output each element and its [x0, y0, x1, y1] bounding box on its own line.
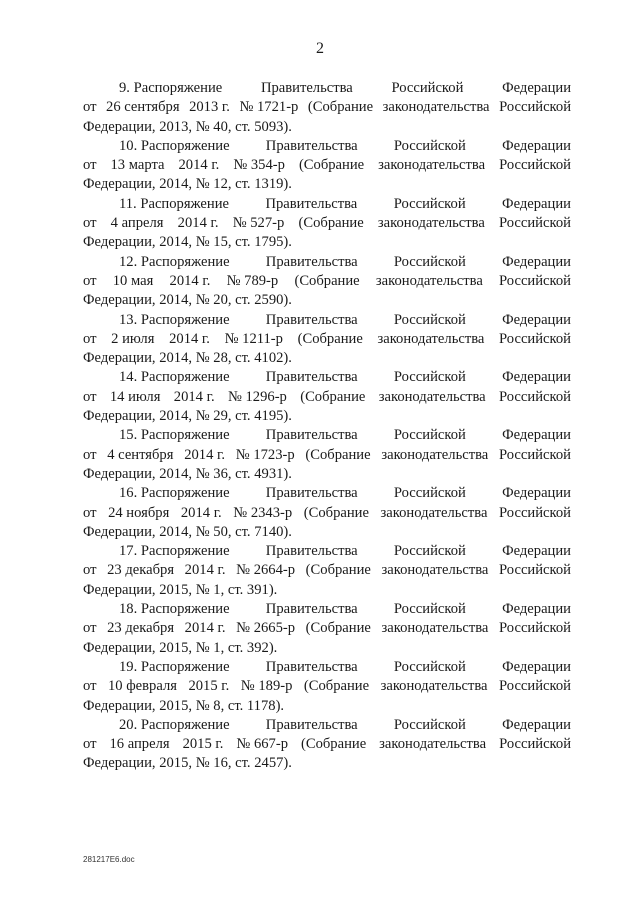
word: № 1211-р	[224, 330, 283, 347]
item-first-line	[83, 195, 571, 214]
list-item	[83, 716, 571, 774]
word: Российской	[393, 311, 466, 328]
word: Федерации	[502, 80, 571, 96]
word: законодательства	[379, 736, 487, 753]
word: № 1721-р	[239, 99, 299, 116]
word: 16. Распоряжение	[119, 485, 230, 502]
word: № 527-р	[232, 215, 285, 232]
word: 24 ноября	[108, 504, 170, 521]
word: Правительства	[265, 658, 358, 675]
word: 2015 г.	[182, 736, 224, 753]
word: Правительства	[265, 311, 358, 328]
word: (Собрание	[297, 330, 363, 347]
word: Федерации	[502, 195, 571, 212]
word: Правительства	[265, 427, 358, 444]
word: от	[83, 99, 97, 116]
item-first-line	[83, 542, 571, 561]
word: от	[83, 620, 97, 637]
item-third-line: Федерации, 2014, № 50, ст. 7140).	[83, 523, 292, 540]
item-second-line	[83, 214, 571, 233]
word: законодательства	[380, 504, 488, 521]
word: от	[83, 272, 97, 289]
item-first-line	[83, 368, 571, 387]
word: Правительства	[265, 253, 358, 270]
word: Российской	[393, 543, 466, 560]
word: 2014 г.	[173, 388, 215, 405]
item-first-line	[83, 426, 571, 445]
word: 2014 г.	[169, 330, 210, 347]
item-second-line	[83, 388, 571, 407]
item-first-line	[83, 137, 571, 156]
word: 13 марта	[110, 157, 165, 174]
word: 11. Распоряжение	[119, 195, 230, 212]
word: законодательства	[378, 388, 486, 405]
word: от	[83, 215, 97, 232]
item-second-line	[83, 330, 571, 349]
word: 2013 г.	[189, 99, 230, 116]
item-first-line	[83, 658, 571, 677]
word: Российской	[393, 716, 466, 733]
item-third-line: Федерации, 2015, № 8, ст. 1178).	[83, 697, 285, 714]
word: законодательства	[382, 99, 490, 116]
word: Российской	[393, 253, 466, 270]
word: 4 сентября	[107, 446, 174, 463]
document-list	[83, 79, 571, 774]
item-third-line: Федерации, 2013, № 40, ст. 5093).	[83, 118, 292, 135]
word: Федерации	[502, 311, 571, 328]
item-third-line: Федерации, 2015, № 16, ст. 2457).	[83, 755, 292, 772]
word: Правительства	[265, 195, 358, 212]
word: Правительства	[265, 369, 358, 386]
word: 2 июля	[111, 330, 155, 347]
word: от	[83, 446, 97, 463]
word: законодательства	[375, 272, 483, 289]
item-second-line	[83, 98, 571, 117]
word: Российской	[393, 427, 466, 444]
word: от	[83, 736, 97, 753]
item-second-line	[83, 504, 571, 523]
word: 14 июля	[109, 388, 161, 405]
word: 2014 г.	[177, 215, 219, 232]
word: 13. Распоряжение	[119, 311, 230, 328]
word: Российской	[499, 388, 571, 405]
item-third-line: Федерации, 2014, № 20, ст. 2590).	[83, 292, 292, 309]
word: 9. Распоряжение	[119, 80, 223, 96]
word: Российской	[499, 157, 571, 174]
word: Российской	[393, 658, 466, 675]
word: 23 декабря	[107, 562, 175, 579]
item-second-line	[83, 272, 571, 291]
list-item	[83, 426, 571, 484]
word: 4 апреля	[110, 215, 164, 232]
item-first-line	[83, 600, 571, 619]
item-first-line	[83, 484, 571, 503]
word: Правительства	[260, 80, 353, 96]
word: Федерации	[502, 485, 571, 502]
word: законодательства	[377, 215, 485, 232]
item-third-line: Федерации, 2014, № 12, ст. 1319).	[83, 176, 292, 193]
word: 12. Распоряжение	[119, 253, 230, 270]
word: 16 апреля	[109, 736, 170, 753]
word: № 1723-р	[235, 446, 295, 463]
word: 2015 г.	[188, 678, 230, 695]
word: законодательства	[381, 446, 489, 463]
word: Российской	[499, 736, 571, 753]
word: (Собрание	[307, 99, 374, 116]
item-third-line: Федерации, 2014, № 28, ст. 4102).	[83, 350, 292, 367]
word: от	[83, 330, 97, 347]
word: Российской	[393, 369, 466, 386]
word: Правительства	[265, 716, 358, 733]
word: (Собрание	[298, 157, 365, 174]
word: Российской	[499, 272, 571, 289]
word: 17. Распоряжение	[119, 543, 230, 560]
word: от	[83, 678, 97, 695]
word: Российской	[393, 601, 466, 618]
word: Российской	[499, 99, 571, 116]
word: № 1296-р	[227, 388, 287, 405]
word: (Собрание	[305, 562, 371, 579]
word: № 2665-р	[236, 620, 296, 637]
word: Российской	[393, 137, 466, 154]
word: Российской	[499, 504, 571, 521]
item-second-line	[83, 156, 571, 175]
word: Российской	[391, 80, 464, 96]
word: (Собрание	[305, 620, 371, 637]
word: от	[83, 157, 97, 174]
item-first-line	[83, 79, 571, 98]
item-first-line	[83, 253, 571, 272]
word: законодательства	[378, 157, 486, 174]
item-second-line	[83, 677, 571, 696]
word: от	[83, 562, 97, 579]
word: Федерации	[502, 601, 571, 618]
word: (Собрание	[300, 736, 367, 753]
word: Российской	[499, 562, 571, 579]
word: Правительства	[265, 485, 358, 502]
word: Федерации	[502, 253, 571, 270]
word: Федерации	[502, 369, 571, 386]
item-second-line	[83, 561, 571, 580]
word: 14. Распоряжение	[119, 369, 230, 386]
word: 10. Распоряжение	[119, 137, 230, 154]
list-item	[83, 195, 571, 253]
word: 26 сентября	[106, 99, 180, 116]
word: 2014 г.	[178, 157, 220, 174]
word: законодательства	[381, 620, 489, 637]
word: № 354-р	[233, 157, 285, 174]
item-third-line: Федерации, 2014, № 15, ст. 1795).	[83, 234, 292, 251]
item-third-line: Федерации, 2015, № 1, ст. 391).	[83, 581, 278, 598]
word: Федерации	[502, 543, 571, 560]
footer-document-code: 281217Е6.doc	[83, 855, 135, 864]
word: Федерации	[502, 137, 571, 154]
word: Российской	[393, 485, 466, 502]
word: 2014 г.	[184, 446, 226, 463]
word: 2014 г.	[180, 504, 222, 521]
item-third-line: Федерации, 2014, № 29, ст. 4195).	[83, 408, 292, 425]
word: № 667-р	[236, 736, 288, 753]
word: № 189-р	[240, 678, 293, 695]
word: (Собрание	[303, 678, 370, 695]
list-item	[83, 253, 571, 311]
page-number: 2	[316, 40, 324, 57]
word: 18. Распоряжение	[119, 601, 230, 618]
item-second-line	[83, 446, 571, 465]
word: Российской	[499, 620, 571, 637]
word: № 2664-р	[236, 562, 296, 579]
item-first-line	[83, 716, 571, 735]
word: 10 мая	[112, 272, 154, 289]
word: Правительства	[265, 543, 358, 560]
list-item	[83, 311, 571, 369]
item-first-line	[83, 311, 571, 330]
word: 23 декабря	[107, 620, 175, 637]
list-item	[83, 368, 571, 426]
word: 2014 г.	[184, 620, 226, 637]
list-item	[83, 79, 571, 137]
list-item	[83, 542, 571, 600]
word: Российской	[499, 446, 571, 463]
item-second-line	[83, 735, 571, 754]
word: № 789-р	[226, 272, 279, 289]
word: 15. Распоряжение	[119, 427, 230, 444]
list-item	[83, 484, 571, 542]
word: Федерации	[502, 427, 571, 444]
word: (Собрание	[303, 504, 369, 521]
word: 2014 г.	[169, 272, 211, 289]
word: Российской	[393, 195, 466, 212]
word: законодательства	[377, 330, 485, 347]
word: (Собрание	[294, 272, 360, 289]
item-third-line: Федерации, 2015, № 1, ст. 392).	[83, 639, 278, 656]
list-item	[83, 600, 571, 658]
word: Правительства	[265, 601, 358, 618]
item-third-line: Федерации, 2014, № 36, ст. 4931).	[83, 465, 292, 482]
word: от	[83, 388, 97, 405]
word: (Собрание	[298, 215, 364, 232]
word: законодательства	[380, 678, 488, 695]
word: от	[83, 504, 97, 521]
word: Федерации	[502, 716, 571, 733]
word: Российской	[499, 678, 571, 695]
word: 19. Распоряжение	[119, 658, 230, 675]
list-item	[83, 137, 571, 195]
item-second-line	[83, 619, 571, 638]
word: 20. Распоряжение	[119, 716, 230, 733]
list-item	[83, 658, 571, 716]
word: законодательства	[381, 562, 489, 579]
word: 2014 г.	[184, 562, 226, 579]
word: Правительства	[265, 137, 358, 154]
word: 10 февраля	[107, 678, 177, 695]
word: Российской	[499, 330, 571, 347]
word: (Собрание	[305, 446, 371, 463]
word: Федерации	[502, 658, 571, 675]
word: Российской	[499, 215, 571, 232]
word: (Собрание	[300, 388, 366, 405]
word: № 2343-р	[233, 504, 293, 521]
